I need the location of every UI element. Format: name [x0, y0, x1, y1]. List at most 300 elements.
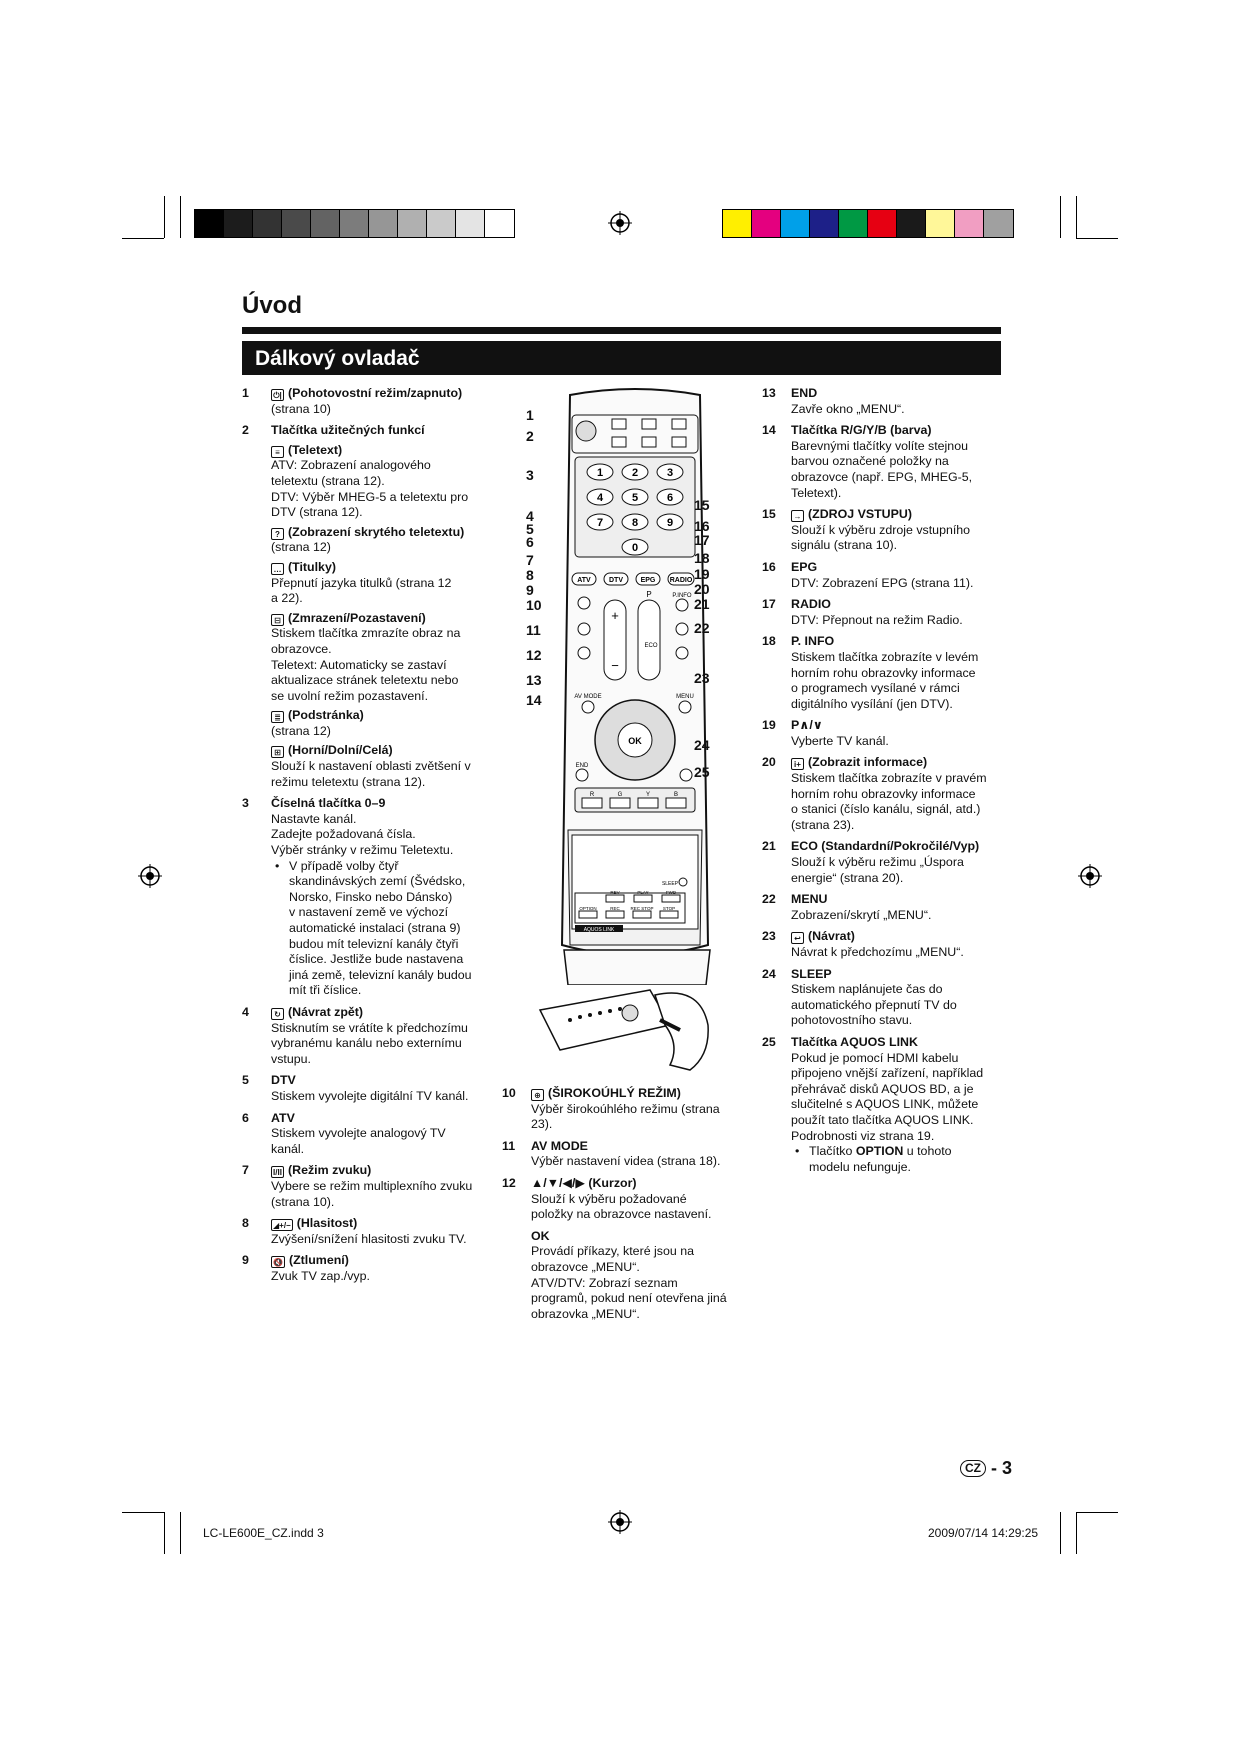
sub-text: Stiskem tlačítka zmrazíte obraz na [271, 626, 461, 641]
item-heading [531, 1086, 742, 1102]
item-number: 8 [242, 1216, 249, 1231]
item-text: horním rohu obrazovky informace [791, 665, 976, 680]
item-text: horním rohu obrazovky informace [791, 786, 976, 801]
item-number: 17 [762, 597, 776, 612]
digit-key-label: 7 [596, 517, 604, 529]
description-item [762, 423, 1007, 501]
color-swatch [897, 210, 926, 237]
item-text: digitálního vysílání (jen DTV). [791, 696, 953, 711]
item-title: P∧/∨ [791, 718, 823, 733]
bullet-text: Norsko, Finsko nebo Dánsko) [289, 889, 453, 904]
sub-text: obrazovce. [271, 641, 332, 656]
item-number: 7 [242, 1163, 249, 1178]
item-text: Zvýšení/snížení hlasitosti zvuku TV. [271, 1231, 467, 1246]
item-text: obrazovce „MENU“. [531, 1259, 640, 1274]
page-number-text: - 3 [991, 1458, 1013, 1478]
description-item [762, 892, 1007, 923]
description-item [762, 507, 1007, 554]
item-number: 1 [242, 386, 249, 400]
item-heading [791, 1035, 1007, 1051]
item-text: Zadejte požadovaná čísla. [271, 827, 416, 842]
gray-scale-bar [194, 209, 515, 238]
remote-callout-number: 24 [694, 737, 710, 753]
item-heading [531, 1229, 742, 1245]
remote-control-illustration [520, 385, 750, 985]
svg-text:−: − [611, 658, 619, 673]
print-date: 2009/07/14 14:29:25 [928, 1526, 1039, 1540]
color-scale-bar [722, 209, 1014, 238]
item-heading [271, 1073, 487, 1089]
color-swatch [752, 210, 781, 237]
color-key-label: Y [645, 792, 651, 798]
color-key [638, 798, 658, 808]
item-heading [791, 892, 1007, 908]
item-text: Slouží k výběru zdroje vstupního [791, 522, 971, 537]
item-text: obrazovce (např. EPG, MHEG-5, [791, 469, 973, 484]
item-number: 21 [762, 839, 776, 854]
remote-callout-number: 19 [694, 566, 710, 582]
item-title: (ŠIROKOÚHLÝ REŽIM) [548, 1086, 681, 1100]
button-icon: i+ [791, 758, 804, 770]
section-heading: Dálkový ovladač [242, 341, 1001, 375]
item-number: 13 [762, 386, 776, 400]
description-item [242, 423, 487, 790]
item-number: 16 [762, 559, 776, 574]
description-item [242, 1253, 487, 1284]
sub-item [271, 611, 487, 705]
color-swatch [398, 210, 427, 237]
item-text: Výběr stránky v režimu Teletextu. [271, 843, 454, 858]
item-title: (Režim zvuku) [288, 1163, 372, 1178]
item-text: (strana 23). [791, 817, 855, 832]
item-text: položky na obrazovce nastavení. [531, 1207, 712, 1222]
sub-title: (Zmrazení/Pozastavení) [288, 610, 426, 625]
language-badge: CZ [960, 1460, 986, 1477]
item-title: END [791, 386, 818, 400]
item-text: Návrat k předchozímu „MENU“. [791, 945, 964, 959]
sub-heading [271, 708, 487, 724]
color-swatch [195, 210, 224, 237]
item-title: P. INFO [791, 634, 835, 649]
item-heading [791, 507, 1007, 523]
dtv-key-label: DTV [609, 577, 623, 584]
pinfo-key-label: P.INFO [672, 593, 692, 599]
sub-text: aktualizace stránek teletextu nebo [271, 673, 459, 688]
description-item [242, 386, 487, 417]
crop-mark [180, 1512, 181, 1554]
remote-callout-number: 21 [694, 596, 710, 612]
color-swatch [224, 210, 253, 237]
color-swatch [810, 210, 839, 237]
item-text: slučitelné s AQUOS LINK, můžete [791, 1097, 979, 1112]
epg-key-label: EPG [640, 577, 656, 584]
item-heading [271, 386, 487, 402]
item-title: ATV [271, 1110, 295, 1125]
button-icon: 🔇 [273, 1258, 283, 1268]
item-number: 22 [762, 892, 776, 907]
aquos-key [579, 911, 597, 918]
item-heading [531, 1139, 742, 1155]
item-heading [791, 718, 1007, 734]
description-item [502, 1086, 742, 1133]
bullet-post: u tohoto [903, 1144, 952, 1159]
digit-key-label: 0 [631, 542, 639, 554]
digit-key-label: 3 [666, 467, 674, 479]
color-swatch [839, 210, 868, 237]
item-title: (ZDROJ VSTUPU) [808, 507, 912, 522]
description-item [762, 386, 1007, 417]
item-title: (Zobrazit informace) [808, 755, 928, 770]
avmode-key-label: AV MODE [574, 694, 602, 700]
sub-title: (Horní/Dolní/Celá) [288, 743, 393, 758]
button-icon: ⏻| [271, 389, 284, 401]
button-icon: … [271, 563, 284, 575]
item-number: 25 [762, 1034, 776, 1049]
item-title: Tlačítka užitečných funkcí [271, 423, 425, 438]
item-title: (Návrat zpět) [288, 1004, 364, 1019]
item-text: použít tato tlačítka AQUOS LINK. [791, 1112, 974, 1127]
color-swatch [781, 210, 810, 237]
item-heading [271, 1216, 487, 1232]
item-text: barvou označené položky na [791, 454, 949, 469]
color-swatch [456, 210, 485, 237]
aquos-key [633, 911, 651, 918]
item-text: Zavře okno „MENU“. [791, 401, 905, 416]
item-title: DTV [271, 1073, 296, 1088]
aquos-key-label: REV [610, 890, 620, 895]
sub-title: (Teletext) [288, 442, 343, 457]
description-item [242, 1073, 487, 1104]
crop-mark [122, 1512, 164, 1513]
item-text: kanál. [271, 1141, 305, 1156]
description-item [762, 929, 1007, 960]
item-title: MENU [791, 892, 828, 907]
color-key-label: R [589, 792, 595, 798]
item-text: Výběr nastavení videa (strana 18). [531, 1154, 721, 1169]
item-text: Teletext). [791, 485, 842, 500]
item-text: energie“ (strana 20). [791, 870, 904, 885]
remote-callout-number: 12 [526, 647, 542, 663]
item-title: Tlačítka R/G/Y/B (barva) [791, 423, 932, 438]
remote-callout-number: 15 [694, 497, 710, 513]
item-text: Stiskem vyvolejte analogový TV [271, 1126, 446, 1141]
button-icon: ≡ [271, 446, 284, 458]
p-key-label: P [646, 590, 652, 599]
remote-callout-number: 25 [694, 764, 710, 780]
registration-mark-icon [608, 211, 632, 235]
item-number: 15 [762, 507, 776, 522]
crop-mark [1076, 238, 1118, 239]
color-swatch [340, 210, 369, 237]
item-text: DTV: Zobrazení EPG (strana 11). [791, 575, 974, 590]
item-number: 11 [502, 1138, 516, 1153]
remote-callout-number: 14 [526, 692, 542, 708]
sub-title: (Podstránka) [288, 708, 364, 723]
bullet-text: automatické instalaci (strana 9) [289, 921, 461, 935]
digit-key-label: 4 [596, 492, 604, 504]
digit-key-label: 1 [596, 467, 604, 479]
sub-item [271, 708, 487, 739]
item-heading [271, 1253, 487, 1269]
item-text: Nastavte kanál. [271, 811, 357, 826]
aquos-key [606, 895, 624, 902]
color-key-label: B [673, 792, 679, 798]
color-swatch [427, 210, 456, 237]
crop-mark [122, 238, 164, 239]
item-number: 6 [242, 1110, 249, 1125]
item-title: Tlačítka AQUOS LINK [791, 1034, 918, 1049]
item-title: OK [531, 1228, 550, 1243]
remote-callout-number: 10 [526, 597, 542, 613]
item-title: (Návrat) [808, 929, 855, 944]
bullet-text: modelu nefunguje. [809, 1159, 911, 1174]
item-number: 20 [762, 755, 776, 770]
bullet-bold: OPTION [855, 1144, 904, 1159]
sub-text: a 22). [271, 591, 303, 606]
page-number [960, 1458, 1012, 1479]
item-heading [271, 1163, 487, 1179]
item-number: 23 [762, 929, 776, 944]
remote-callout-number: 4 [526, 508, 534, 524]
item-text: Stisknutím se vrátíte k předchozímu [271, 1020, 468, 1035]
aquos-key [634, 895, 652, 902]
bullet-text: budou mít televizní kanály čtyři [289, 936, 459, 951]
item-text: přehrávač disků AQUOS BD, a je [791, 1081, 974, 1096]
item-text: (strana 10). [271, 1194, 335, 1209]
crop-mark [1060, 1512, 1061, 1554]
item-number: 2 [242, 423, 249, 438]
bullet-text: • V případě volby čtyř [271, 859, 487, 875]
bullet-text [791, 1144, 1007, 1160]
aquos-key-label: REC STOP [630, 906, 654, 911]
crop-mark [180, 196, 181, 238]
description-item [762, 839, 1007, 886]
aquos-key-label: FWD [665, 890, 677, 895]
file-name: LC-LE600E_CZ.indd 3 [203, 1526, 324, 1540]
color-swatch [369, 210, 398, 237]
description-item [502, 1139, 742, 1170]
item-title: (Hlasitost) [296, 1216, 358, 1231]
digit-key-label: 2 [631, 467, 639, 479]
item-heading [271, 423, 487, 439]
description-item [242, 1111, 487, 1158]
item-text: o stanici (číslo kanálu, signál, atd.) [791, 802, 981, 817]
color-key [666, 798, 686, 808]
item-number: 4 [242, 1004, 249, 1019]
svg-text:+: + [611, 608, 619, 623]
description-item [762, 634, 1007, 712]
sub-item [271, 743, 487, 790]
remote-callout-number: 20 [694, 581, 710, 597]
item-text: připojeno vnější zařízení, například [791, 1066, 984, 1081]
remote-callout-number: 9 [526, 582, 534, 598]
item-text: Zobrazení/skrytí „MENU“. [791, 907, 932, 922]
digit-key-label: 9 [666, 517, 674, 529]
digit-key-label: 6 [666, 492, 674, 504]
color-swatch [485, 210, 514, 237]
item-heading [791, 755, 1007, 771]
menu-key-label: MENU [676, 694, 694, 700]
item-number: 19 [762, 718, 776, 733]
atv-key-label: ATV [577, 577, 591, 584]
item-heading [271, 1111, 487, 1127]
sub-text: režimu teletextu (strana 12). [271, 774, 426, 789]
item-number: 18 [762, 634, 776, 649]
sub-text: DTV (strana 12). [271, 505, 363, 520]
item-text: Provádí příkazy, které jsou na [531, 1244, 694, 1259]
description-item [762, 597, 1007, 628]
item-number: 9 [242, 1253, 249, 1268]
item-heading [271, 1005, 487, 1021]
sub-text: teletextu (strana 12). [271, 473, 385, 488]
remote-callout-number: 13 [526, 672, 542, 688]
sub-text: (strana 12) [271, 540, 331, 555]
bullet-text: jiná země, televizní kanály budou [289, 967, 472, 982]
remote-callout-number: 8 [526, 567, 534, 583]
aquos-key-label: OPTION [579, 906, 597, 911]
button-icon: ⊕ [531, 1089, 544, 1101]
item-text: Pokud je pomocí HDMI kabelu [791, 1050, 959, 1065]
bullet-text: v nastavení země ve výchozí [289, 905, 449, 920]
item-text: (strana 10) [271, 401, 331, 416]
item-text: Vybere se režim multiplexního zvuku [271, 1178, 473, 1193]
aquos-key-label: STOP [662, 906, 676, 911]
item-text: automatického přepnutí TV do [791, 997, 957, 1012]
button-icon: ≣ [271, 711, 284, 723]
description-item [242, 1005, 487, 1067]
color-key [610, 798, 630, 808]
remote-callout-number: 11 [526, 622, 541, 638]
crop-mark [1076, 1512, 1118, 1513]
button-icon: ↻ [271, 1008, 284, 1020]
color-swatch [926, 210, 955, 237]
button-icon: ⊞ [271, 746, 284, 758]
remote-callout-number: 16 [694, 518, 710, 534]
button-icon: ◢+/− [273, 1221, 291, 1231]
item-text: Stiskem naplánujete čas do [791, 982, 943, 997]
aquos-link-label: AQUOS LINK [583, 927, 615, 933]
item-text: Slouží k výběru režimu „Úspora [791, 855, 964, 870]
item-title: EPG [791, 559, 818, 574]
digit-key-label: 8 [631, 517, 639, 529]
sub-text: se uvolní režim pozastavení. [271, 688, 429, 703]
item-title: ECO (Standardní/Pokročilé/Vyp) [791, 839, 980, 854]
item-text: Stiskem vyvolejte digitální TV kanál. [271, 1088, 469, 1103]
sub-item [271, 560, 487, 607]
page-title: Úvod [242, 292, 302, 319]
item-title: SLEEP [791, 966, 832, 981]
item-text: Podrobnosti viz strana 19. [791, 1128, 935, 1143]
aquos-key [606, 911, 624, 918]
description-item [762, 718, 1007, 749]
color-swatch [282, 210, 311, 237]
item-text: vstupu. [271, 1051, 311, 1066]
color-key [582, 798, 602, 808]
description-item [762, 967, 1007, 1029]
item-heading [791, 929, 1007, 945]
sub-text: ATV: Zobrazení analogového [271, 458, 431, 473]
registration-mark-icon [608, 1510, 632, 1534]
item-text: Vyberte TV kanál. [791, 733, 889, 748]
description-item [502, 1176, 742, 1223]
right-column [762, 386, 1007, 1181]
color-swatch [955, 210, 984, 237]
sub-item [271, 443, 487, 521]
item-text: Slouží k výběru požadované [531, 1191, 687, 1206]
item-number: 5 [242, 1073, 249, 1088]
item-text: obrazovka „MENU“. [531, 1306, 640, 1321]
item-text: Barevnými tlačítky volíte stejnou [791, 438, 968, 453]
color-swatch [253, 210, 282, 237]
aquos-key [660, 911, 678, 918]
aquos-key-label: REC [610, 906, 620, 911]
sub-text: Přepnutí jazyka titulků (strana 12 [271, 575, 452, 590]
left-column [242, 386, 487, 1290]
sub-heading [271, 443, 487, 459]
button-icon: ? [271, 528, 284, 540]
hand-holding-remote-illustration [530, 985, 715, 1075]
item-heading [531, 1176, 742, 1192]
item-number: 10 [502, 1086, 516, 1100]
description-item [242, 1216, 487, 1247]
item-title: Číselná tlačítka 0–9 [271, 796, 386, 811]
item-title: RADIO [791, 597, 831, 612]
item-text: DTV: Přepnout na režim Radio. [791, 612, 963, 627]
item-heading [791, 597, 1007, 613]
registration-mark-icon [1078, 864, 1102, 888]
registration-mark-icon [138, 864, 162, 888]
button-icon: → [791, 510, 804, 522]
item-text: Výběr širokoúhlého režimu (strana [531, 1101, 720, 1116]
sleep-key-label: SLEEP [661, 881, 679, 887]
color-swatch [311, 210, 340, 237]
item-heading [791, 386, 1007, 402]
item-heading [791, 634, 1007, 650]
item-text: signálu (strana 10). [791, 538, 898, 553]
crop-mark [1076, 1512, 1077, 1554]
aquos-key [662, 895, 680, 902]
item-title: ▲/▼/◀/▶ (Kurzor) [531, 1175, 637, 1190]
sub-text: Slouží k nastavení oblasti zvětšení v [271, 759, 471, 774]
item-heading [791, 839, 1007, 855]
item-heading [791, 423, 1007, 439]
button-icon: I/II [271, 1166, 284, 1178]
color-swatch [723, 210, 752, 237]
item-heading [791, 967, 1007, 983]
sub-heading [271, 525, 487, 541]
item-text: Zvuk TV zap./vyp. [271, 1268, 370, 1283]
title-rule [242, 327, 1001, 334]
button-icon: ⊟ [271, 614, 284, 626]
sub-title: (Titulky) [288, 559, 336, 574]
sub-heading [271, 560, 487, 576]
radio-key-label: RADIO [669, 577, 693, 584]
color-key-label: G [617, 792, 623, 798]
bullet-text: číslice. Jestliže bude nastavena [289, 952, 464, 967]
aquos-key-label: PLAY [637, 890, 649, 895]
digit-key-label: 5 [631, 492, 639, 504]
end-key-label: END [575, 763, 589, 769]
remote-callout-number: 5 [526, 521, 534, 537]
crop-mark [164, 1512, 165, 1554]
remote-callout-number: 17 [694, 532, 710, 548]
ok-key-label: OK [628, 736, 642, 746]
item-heading [791, 560, 1007, 576]
description-item [762, 1035, 1007, 1175]
item-number: 14 [762, 423, 776, 438]
remote-callout-number: 2 [526, 428, 534, 444]
description-item [242, 796, 487, 999]
